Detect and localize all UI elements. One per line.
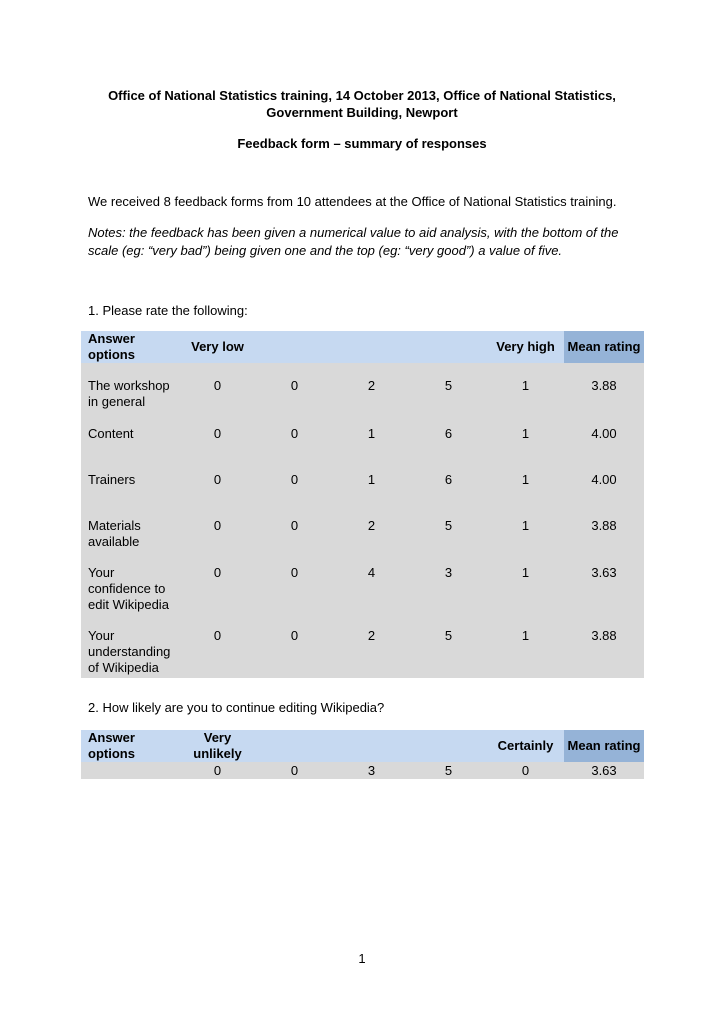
analysis-notes: Notes: the feedback has been given a numerical value to aid analysis, with the bottom of the scale (eg: “very bad”) being given one and the top (eg: “very good”) a value of five.	[88, 225, 619, 258]
header-very-unlikely: Very unlikely	[193, 730, 242, 761]
question-1-text: 1. Please rate the following:	[88, 303, 248, 318]
header-blank-3	[333, 331, 410, 363]
question-2-text: 2. How likely are you to continue editing Wikipedia?	[88, 700, 385, 715]
header-certainly: Certainly	[497, 738, 554, 753]
mean-rating-value: 3.63	[591, 763, 617, 778]
rating-1-count: 0	[213, 378, 222, 393]
rating-4-count: 5	[444, 378, 453, 393]
row-label: Your understanding of Wikipedia	[88, 628, 171, 675]
rating-3-count: 1	[367, 426, 376, 441]
document-subtitle: Feedback form – summary of responses	[237, 136, 487, 151]
header-very-high: Very high	[496, 339, 555, 354]
rating-1-count: 0	[213, 565, 222, 580]
rating-4-count: 5	[444, 628, 453, 643]
rating-5-count: 1	[521, 378, 530, 393]
rating-5-count: 1	[521, 518, 530, 533]
received-statement: We received 8 feedback forms from 10 attendees at the Office of National Statistics training.	[88, 194, 617, 209]
mean-rating-value: 3.63	[591, 565, 617, 580]
document-title	[60, 87, 664, 121]
rating-4-count: 6	[444, 426, 453, 441]
rating-1-count: 0	[213, 763, 222, 778]
mean-rating-value: 3.88	[591, 378, 617, 393]
table-row	[81, 457, 644, 503]
table-row	[81, 411, 644, 457]
rating-4-count: 5	[444, 518, 453, 533]
rating-2-count: 0	[290, 518, 299, 533]
mean-rating-value: 3.88	[591, 628, 617, 643]
table-header-row	[81, 331, 644, 363]
header-mean-rating: Mean rating	[564, 331, 644, 363]
rating-5-count: 1	[521, 565, 530, 580]
rating-1-count: 0	[213, 426, 222, 441]
title-line-2: Government Building, Newport	[266, 105, 458, 120]
rating-2-count: 0	[290, 472, 299, 487]
rating-4-count: 5	[444, 763, 453, 778]
row-label: Content	[88, 426, 134, 441]
rating-1-count: 0	[213, 518, 222, 533]
row-label: Your confidence to edit Wikipedia	[88, 565, 169, 612]
header-answer-options: Answer options	[88, 331, 135, 362]
row-label: The workshop in general	[88, 378, 170, 409]
rating-3-count: 4	[367, 565, 376, 580]
rating-5-count: 1	[521, 426, 530, 441]
rating-3-count: 2	[367, 378, 376, 393]
row-label: Trainers	[88, 472, 136, 487]
table-header-row	[81, 730, 644, 762]
table-row	[81, 550, 644, 613]
rating-3-count: 1	[367, 472, 376, 487]
rating-1-count: 0	[213, 472, 222, 487]
header-blank-4	[410, 331, 487, 363]
rating-2-count: 0	[290, 565, 299, 580]
rating-2-count: 0	[290, 378, 299, 393]
rating-3-count: 2	[367, 628, 376, 643]
mean-rating-value: 4.00	[591, 426, 617, 441]
rating-5-count: 1	[521, 472, 530, 487]
row-label	[81, 762, 179, 779]
question-1-table	[81, 331, 644, 678]
mean-rating-value: 3.88	[591, 518, 617, 533]
rating-5-count: 0	[521, 763, 530, 778]
rating-4-count: 6	[444, 472, 453, 487]
header-very-low: Very low	[191, 339, 244, 354]
rating-3-count: 3	[367, 763, 376, 778]
rating-2-count: 0	[290, 763, 299, 778]
header-blank-3	[333, 730, 410, 762]
header-mean-rating: Mean rating	[564, 730, 644, 762]
title-line-1: Office of National Statistics training, 14 October 2013, Office of National Statistics,	[108, 88, 616, 103]
table-row	[81, 503, 644, 550]
header-answer-options: Answer options	[88, 730, 135, 761]
question-2-table	[81, 730, 644, 779]
mean-rating-value: 4.00	[591, 472, 617, 487]
table-row	[81, 363, 644, 411]
header-blank-2	[256, 331, 333, 363]
rating-5-count: 1	[521, 628, 530, 643]
table-row	[81, 613, 644, 678]
rating-2-count: 0	[290, 426, 299, 441]
table-row	[81, 762, 644, 779]
header-blank-2	[256, 730, 333, 762]
page-number: 1	[358, 951, 366, 966]
rating-4-count: 3	[444, 565, 453, 580]
rating-3-count: 2	[367, 518, 376, 533]
rating-1-count: 0	[213, 628, 222, 643]
header-blank-4	[410, 730, 487, 762]
row-label: Materials available	[88, 518, 141, 549]
rating-2-count: 0	[290, 628, 299, 643]
